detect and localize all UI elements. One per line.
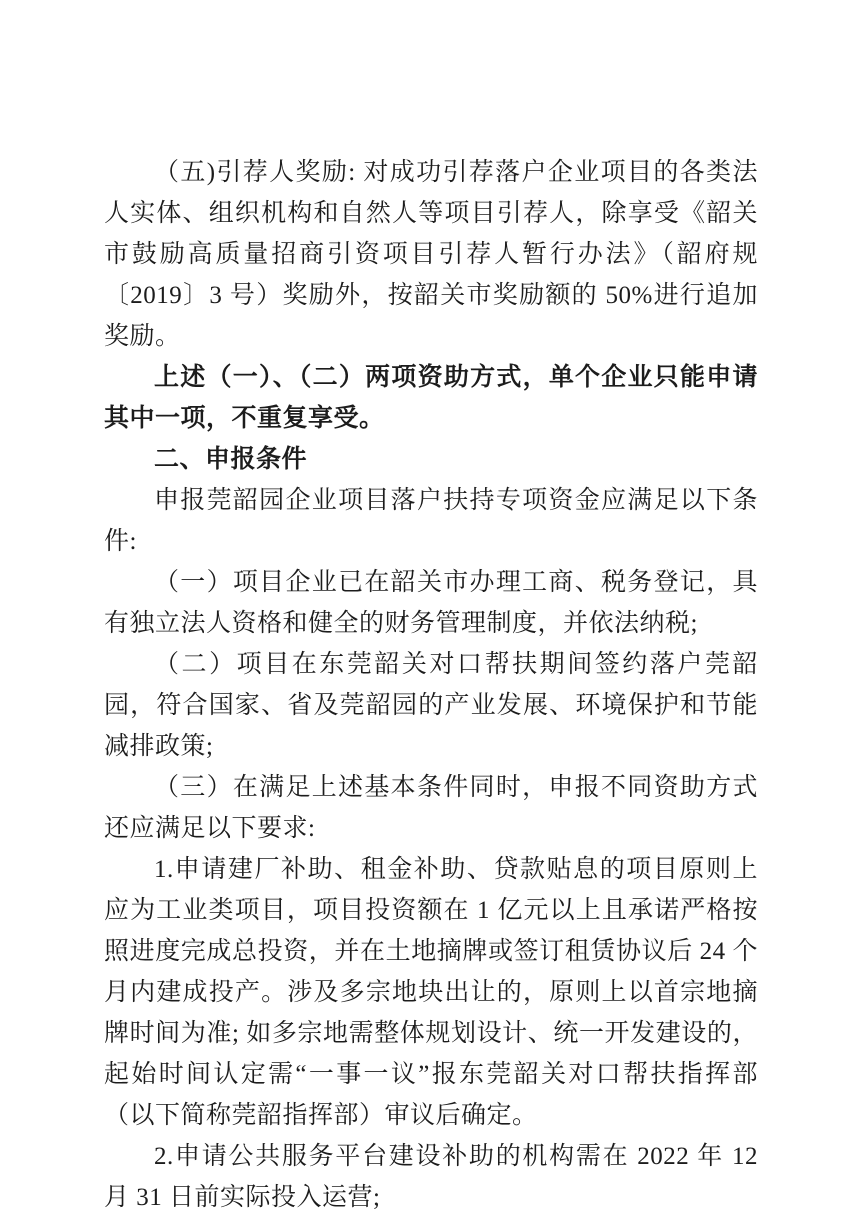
paragraph-condition-1: （一）项目企业已在韶关市办理工商、税务登记，具有独立法人资格和健全的财务管理制度，并依法纳税; bbox=[104, 569, 758, 637]
paragraph-exclusive-funding-note: 上述（一）、（二）两项资助方式，单个企业只能申请其中一项，不重复享受。 bbox=[104, 364, 758, 432]
paragraph-condition-2: （二）项目在东莞韶关对口帮扶期间签约落户莞韶园，符合国家、省及莞韶园的产业发展、环境保护和节能减排政策; bbox=[104, 651, 758, 760]
paragraph-conditions-intro: 申报莞韶园企业项目落户扶持专项资金应满足以下条件: bbox=[104, 487, 758, 555]
paragraph-referrer-reward: （五)引荐人奖励: 对成功引荐落户企业项目的各类法人实体、组织机构和自然人等项目引荐人，除享受《韶关市鼓励高质量招商引资项目引荐人暂行办法》（韶府规〔2019〕3 号）奖励外，按韶关市奖励额的 50%进行追加奖励。 bbox=[104, 159, 758, 350]
section-heading-application-conditions: 二、申报条件 bbox=[154, 446, 308, 473]
document-body bbox=[104, 152, 758, 1216]
paragraph-requirement-2: 2.申请公共服务平台建设补助的机构需在 2022 年 12 月 31 日前实际投入运营; bbox=[104, 1143, 758, 1211]
paragraph-requirement-1: 1.申请建厂补助、租金补助、贷款贴息的项目原则上应为工业类项目，项目投资额在 1 亿元以上且承诺严格按照进度完成总投资，并在土地摘牌或签订租赁协议后 24 个月内建成投产。涉及多宗地块出让的，原则上以首宗地摘牌时间为准; 如多宗地需整体规划设计、统一开发建设的，起始时间认定需“一事一议”报东莞韶关对口帮扶指挥部（以下简称莞韶指挥部）审议后确定。 bbox=[104, 856, 758, 1129]
paragraph-condition-3: （三）在满足上述基本条件同时，申报不同资助方式还应满足以下要求: bbox=[104, 774, 758, 842]
